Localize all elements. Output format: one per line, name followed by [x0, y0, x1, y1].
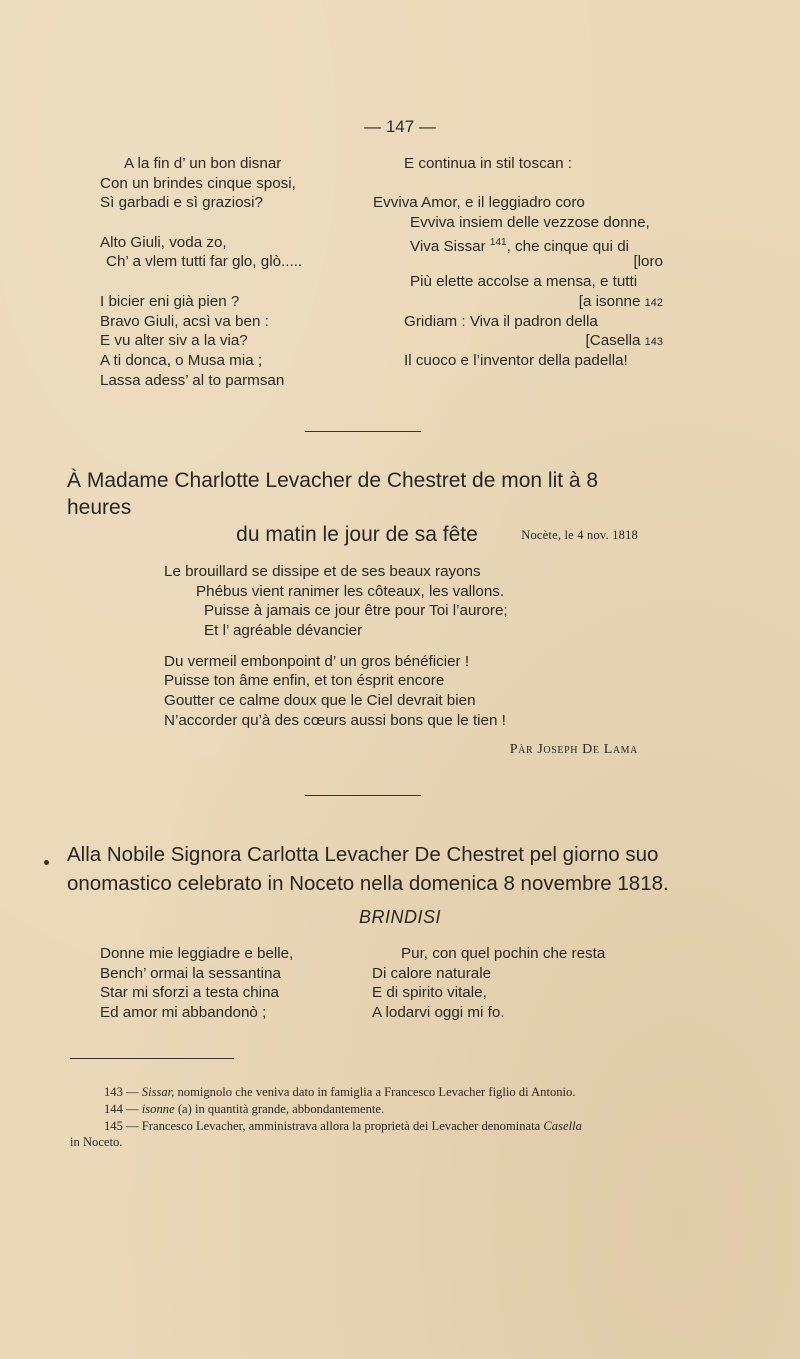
verse-line: Gridiam : Viva il padron della	[404, 312, 598, 330]
stanza-gap	[100, 272, 302, 292]
verse-line: A lodarvi oggi mi fo.	[372, 1004, 505, 1022]
ink-spot	[44, 860, 49, 865]
dedication-line: Alla Nobile Signora Carlotta Levacher De Chestret pel giorno suo	[67, 843, 659, 866]
dedication-heading-italian	[67, 840, 677, 898]
dateline: Nocète, le 4 nov. 1818	[521, 528, 638, 542]
verse-line: A la fin d’ un bon disnar	[124, 155, 282, 172]
verse-text: , che cinque qui di	[506, 237, 630, 255]
verse-text: [Casella	[585, 332, 645, 350]
verse-line: Bravo Giuli, acsì va ben :	[100, 312, 269, 330]
verse-line: A ti donca, o Musa mia ;	[100, 351, 263, 369]
dedication-line: du matin le jour de sa fête	[236, 523, 478, 546]
verse-line: E continua in stil toscan :	[404, 155, 572, 172]
verse-line: Sì garbadi e sì graziosi?	[100, 194, 263, 212]
footnotes	[70, 1084, 690, 1151]
stanza-gap	[164, 641, 508, 652]
footnote-145	[70, 1118, 690, 1135]
verse-line: I bicier eni già pien ?	[100, 292, 240, 310]
footnote-separator	[70, 1058, 234, 1059]
verse-line: Puisse à jamais ce jour être pour Toi l’aurore;	[204, 602, 508, 620]
verse-line: Et l’ agréable dévancier	[204, 622, 363, 640]
verse-line: Evviva Amor, e il leggiadro coro	[373, 194, 585, 212]
poem1-left-column	[100, 154, 302, 390]
verse-line: E vu alter siv a la via?	[100, 332, 248, 350]
footnote-text: nomignolo che veniva dato in famiglia a Francesco Levacher figlio di Antonio.	[174, 1085, 576, 1099]
footnote-ref: 142	[644, 296, 663, 309]
verse-line: Più elette accolse a mensa, e tutti	[410, 273, 638, 291]
verse-line: Le brouillard se dissipe et de ses beaux rayons	[164, 563, 481, 580]
verse-line-continuation	[373, 331, 663, 351]
verse-line: Alto Giuli, voda zo,	[100, 233, 227, 251]
verse-line: Lassa adess’ al to parmsan	[100, 371, 285, 389]
verse-line: N’accorder qu’à des cœurs aussi bons que le tien !	[164, 711, 506, 729]
verse-line: E di spirito vitale,	[372, 984, 487, 1002]
verse-line-continuation: [loro	[633, 253, 663, 271]
footnote-text: Francesco Levacher, amministrava allora la proprietà dei Levacher denominata	[141, 1118, 544, 1133]
verse-line: Puisse ton âme enfin, et ton ésprit encore	[164, 672, 445, 690]
brindisi-left-column	[100, 944, 293, 1023]
verse-line: Pur, con quel pochin che resta	[401, 945, 606, 962]
footnote-number: 143 —	[104, 1085, 142, 1099]
stanza-gap	[373, 174, 663, 194]
verse-line-continuation	[373, 292, 663, 312]
footnote-term: Casella	[543, 1118, 582, 1133]
footnote-text: (a) in quantità grande, abbondantemente.	[174, 1101, 385, 1116]
verse-line: Donne mie leggiadre e belle,	[100, 945, 294, 962]
verse-line: Di calore naturale	[372, 964, 492, 982]
section-divider	[305, 795, 421, 796]
poem-title: BRINDISI	[358, 907, 441, 927]
poem1-right-column	[373, 154, 663, 371]
brindisi-right-column	[372, 944, 605, 1023]
dedication-line: onomastico celebrato in Noceto nella domenica 8 novembre 1818.	[67, 872, 669, 895]
verse-line: Du vermeil embonpoint d’ un gros bénéficier !	[164, 652, 470, 670]
verse-text: [a isonne	[578, 292, 645, 310]
page-number: — 147 —	[364, 117, 436, 136]
verse-line: Star mi sforzi a testa china	[100, 984, 279, 1002]
verse-line: Goutter ce calme doux que le Ciel devrait bien	[164, 692, 476, 710]
section-divider	[305, 431, 421, 432]
verse-line: Ed amor mi abbandonò ;	[100, 1004, 267, 1022]
footnote-term: Sissar,	[141, 1085, 175, 1099]
verse-line	[373, 233, 663, 253]
french-poem	[164, 562, 508, 731]
footnote-number: 144 —	[104, 1101, 142, 1116]
verse-line: Con un brindes cinque sposi,	[100, 174, 296, 192]
footnote-ref: 141	[489, 236, 507, 248]
verse-text: Viva Sissar	[410, 237, 490, 255]
verse-line: Phébus vient ranimer les côteaux, les vallons.	[196, 582, 505, 600]
stanza-gap	[100, 213, 302, 233]
verse-line: Il cuoco e l’inventor della padella!	[404, 351, 628, 369]
poem-signature: Pàr Joseph De Lama	[509, 742, 638, 757]
verse-line: Ch’ a vlem tutti far glo, glò.....	[106, 253, 303, 271]
verse-line: Evviva insiem delle vezzose donne,	[410, 214, 650, 232]
footnote-term: isonne	[141, 1101, 175, 1116]
footnote-143	[70, 1084, 690, 1101]
dedication-line: À Madame Charlotte Levacher de Chestret de mon lit à 8 heures	[67, 469, 599, 519]
verse-line: Bench’ ormai la sessantina	[100, 964, 281, 982]
footnote-145-continuation: in Noceto.	[70, 1135, 123, 1150]
footnote-144	[70, 1101, 690, 1118]
footnote-number: 145 —	[104, 1118, 142, 1133]
footnote-ref: 143	[644, 336, 663, 349]
